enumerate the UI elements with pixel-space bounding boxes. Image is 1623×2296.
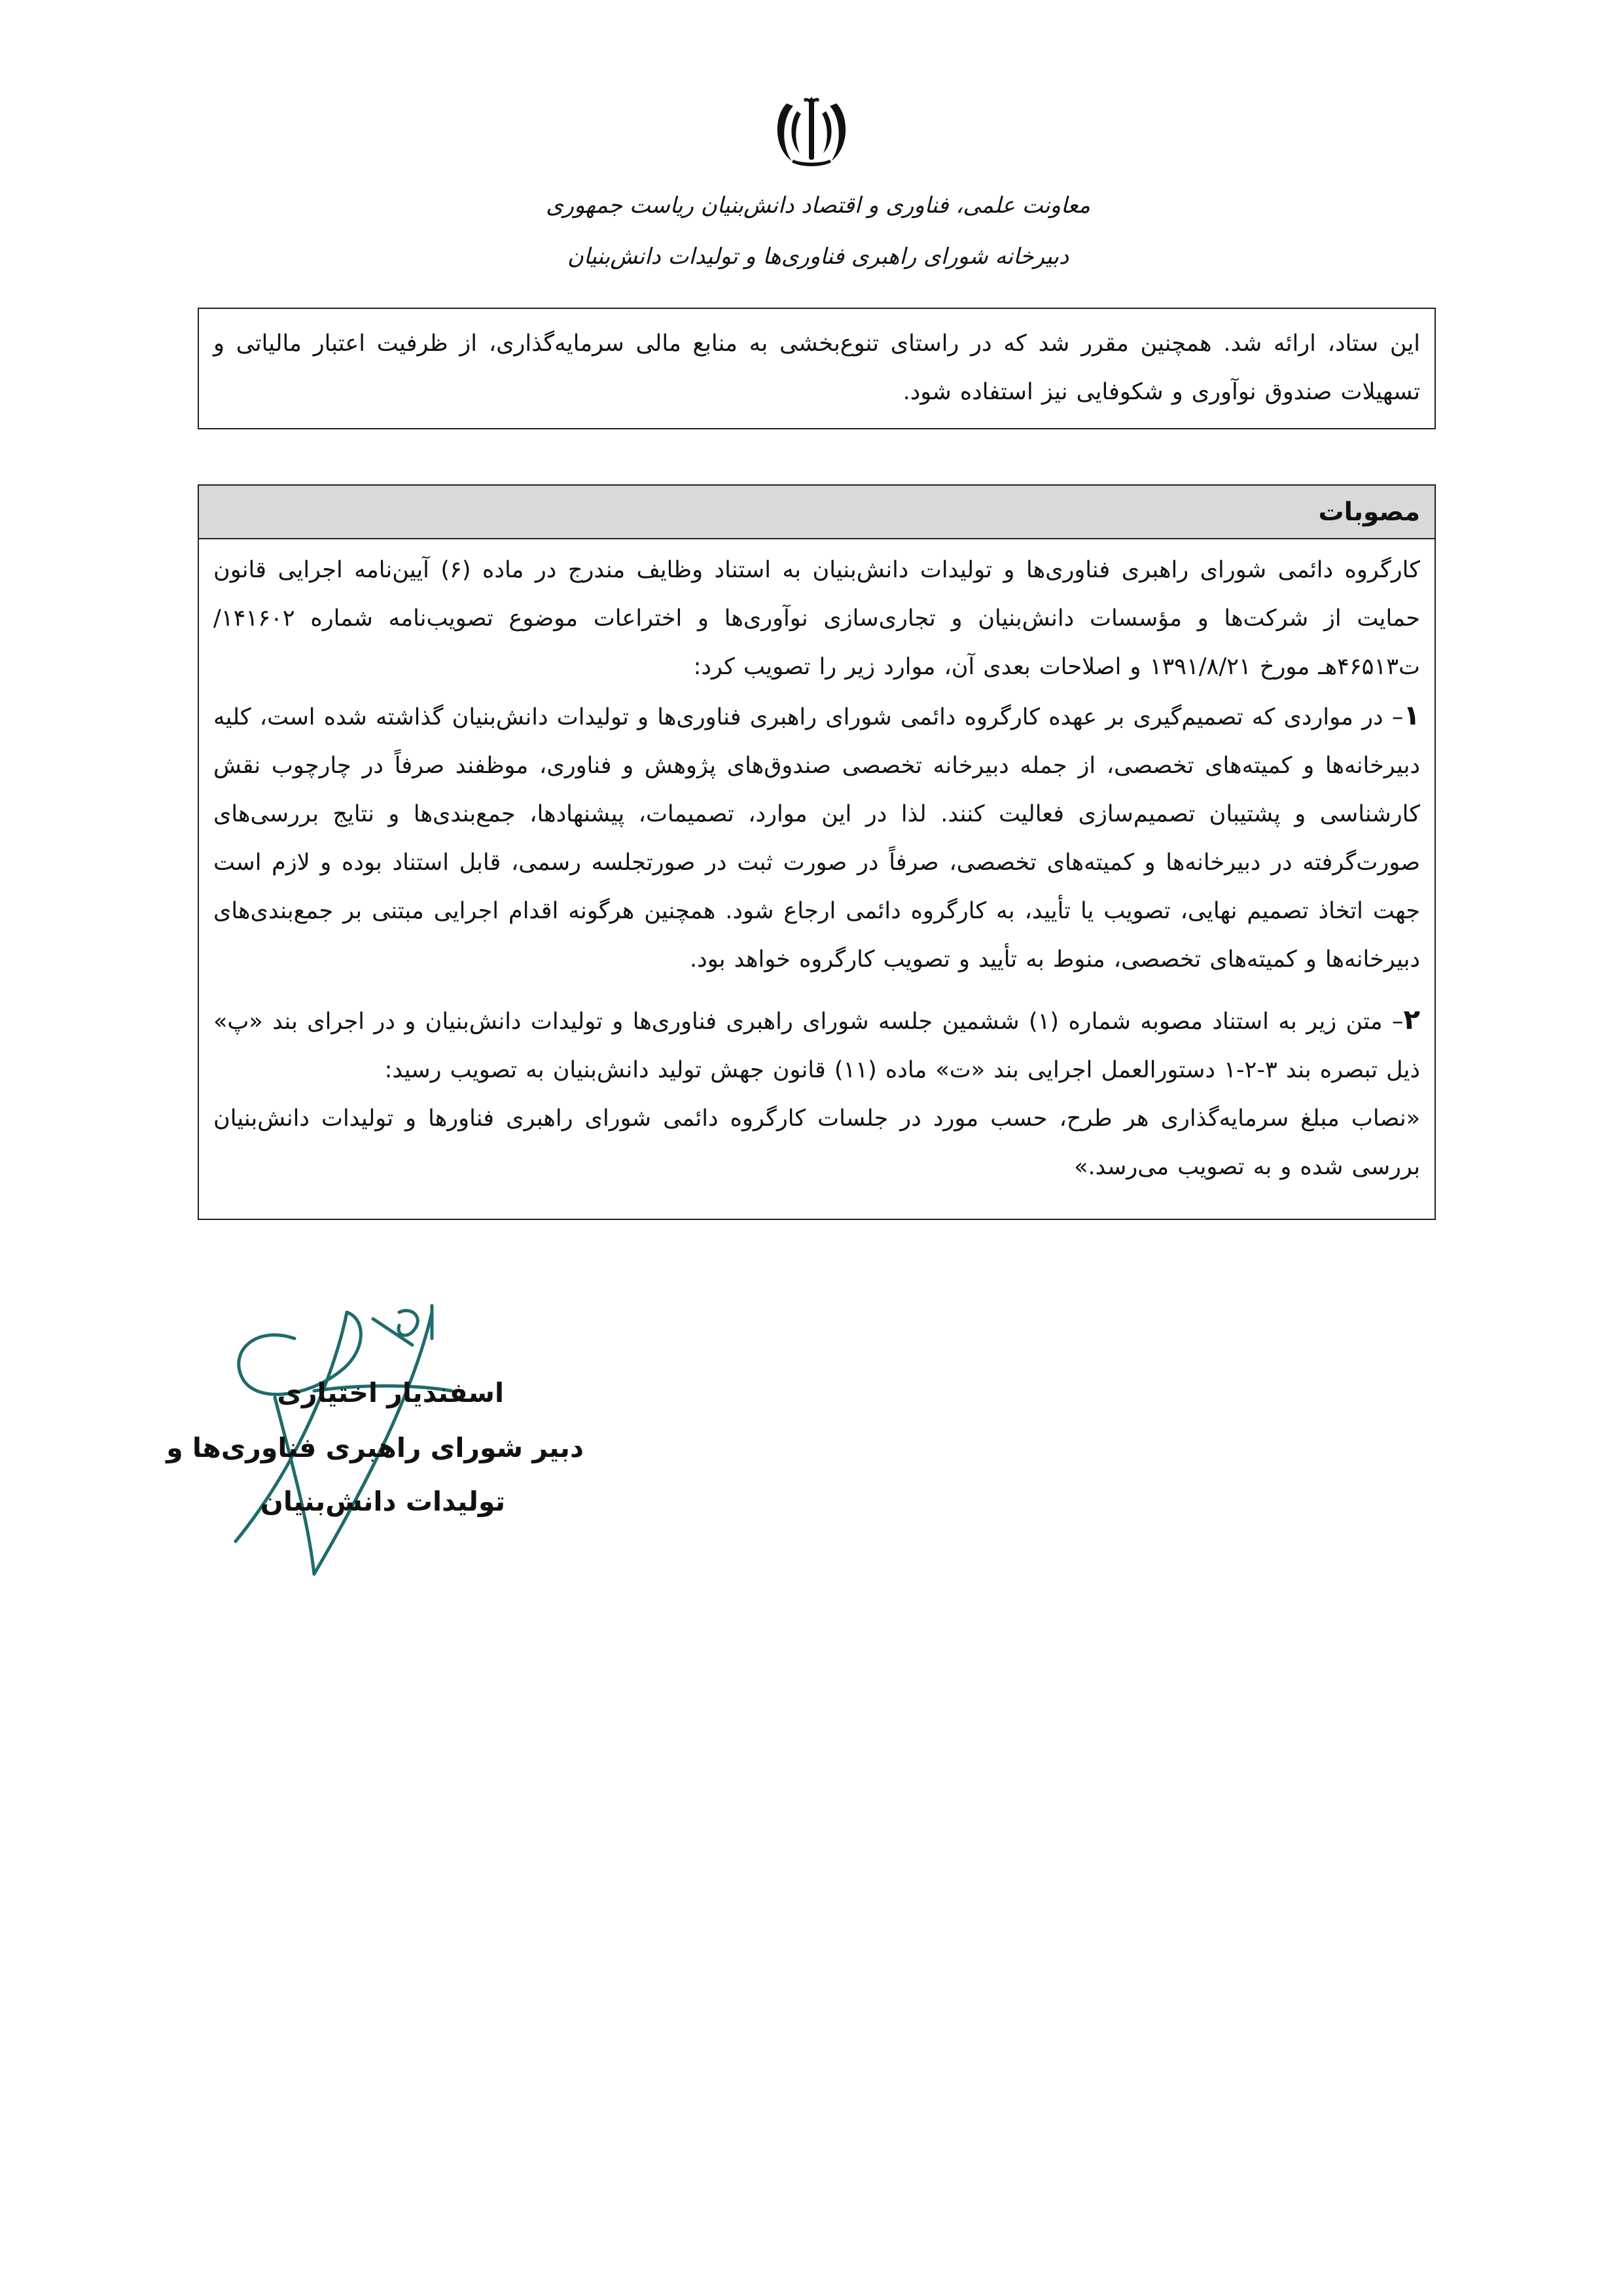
continuation-box — [198, 308, 1436, 429]
resolution-number: ۱ — [1403, 699, 1420, 731]
continuation-text: این ستاد، ارائه شد. همچنین مقرر شد که در راستای تنوع‌بخشی به منابع مالی سرمایه‌گذاری، از ظرفیت اعتبار مالیاتی و تسهیلات صندوق نوآوری و شکوفایی نیز استفاده شود. — [213, 331, 1420, 405]
resolution-text: – متن زیر به استناد مصوبه شماره (۱) ششمین جلسه شورای راهبری فناوری‌ها و تولیدات دانش‌بنیان و در اجرای بند «پ» ذیل تبصره بند ۳-۲-۱ دستورالعمل اجرایی بند «ت» ماده (۱۱) قانون جهش تولید دانش‌بنیان به تصویب رسید: — [213, 1009, 1420, 1083]
secretariat-name: دبیرخانه شورای راهبری فناوری‌ها و تولیدات دانش‌بنیان — [567, 243, 1069, 270]
signatory-name: اسفندیار اختیاری — [277, 1377, 504, 1408]
signatory-title-line-2: تولیدات دانش‌بنیان — [260, 1486, 505, 1517]
iran-emblem-icon — [772, 97, 851, 169]
resolutions-intro: کارگروه دائمی شورای راهبری فناوری‌ها و تولیدات دانش‌بنیان به استناد وظایف مندرج در ماده (۶) آیین‌نامه اجرایی قانون حمایت از شرکت‌ها و مؤسسات دانش‌بنیان و تجاری‌سازی نوآوری‌ها و اختراعات موضوع تصویب‌نامه شماره ۱۴۱۶۰۲/ت۴۶۵۱۳هـ مورخ ۱۳۹۱/۸/۲۱ و اصلاحات بعدی آن، موارد زیر را تصویب کرد: — [213, 557, 1420, 680]
resolution-quote: «نصاب مبلغ سرمایه‌گذاری هر طرح، حسب مورد در جلسات کارگروه دائمی شورای راهبری فناورها و تولیدات دانش‌بنیان بررسی شده و به تصویب می‌رسد.» — [213, 1105, 1420, 1180]
resolution-item-1 — [213, 691, 1420, 984]
resolution-text: – در مواردی که تصمیم‌گیری بر عهده کارگروه دائمی شورای راهبری فناوری‌ها و تولیدات دانش‌بنیان گذاشته شده است، کلیه دبیرخانه‌ها و کمیته‌های تخصصی، از جمله دبیرخانه تخصصی صندوق‌های پژوهش و فناوری، موظفند صرفاً در چارچوب نقش کارشناسی و پشتیبان تصمیم‌سازی فعالیت کنند. لذا در این موارد، تصمیمات، پیشنهادها، جمع‌بندی‌ها و نتایج بررسی‌های صورت‌گرفته در دبیرخانه‌ها و کمیته‌های تخصصی، صرفاً در صورت ثبت در صورتجلسه رسمی، قابل استناد بوده و لازم است جهت اتخاذ تصمیم نهایی، تصویب یا تأیید، به کارگروه دائمی ارجاع شود. همچنین هرگونه اقدام اجرایی مبتنی بر جمع‌بندی‌های دبیرخانه‌ها و کمیته‌های تخصصی، منوط به تأیید و تصویب کارگروه خواهد بود. — [213, 704, 1420, 973]
organization-name: معاونت علمی، فناوری و اقتصاد دانش‌بنیان ریاست جمهوری — [546, 192, 1090, 219]
resolution-number: ۲ — [1403, 1003, 1420, 1035]
resolution-item-2 — [213, 996, 1420, 1094]
resolutions-header — [199, 486, 1435, 539]
resolutions-title: مصوبات — [1318, 497, 1420, 527]
resolutions-body — [199, 539, 1435, 1191]
signatory-title-line-1: دبیر شورای راهبری فناوری‌ها و — [166, 1432, 584, 1463]
resolutions-box — [198, 484, 1436, 1220]
